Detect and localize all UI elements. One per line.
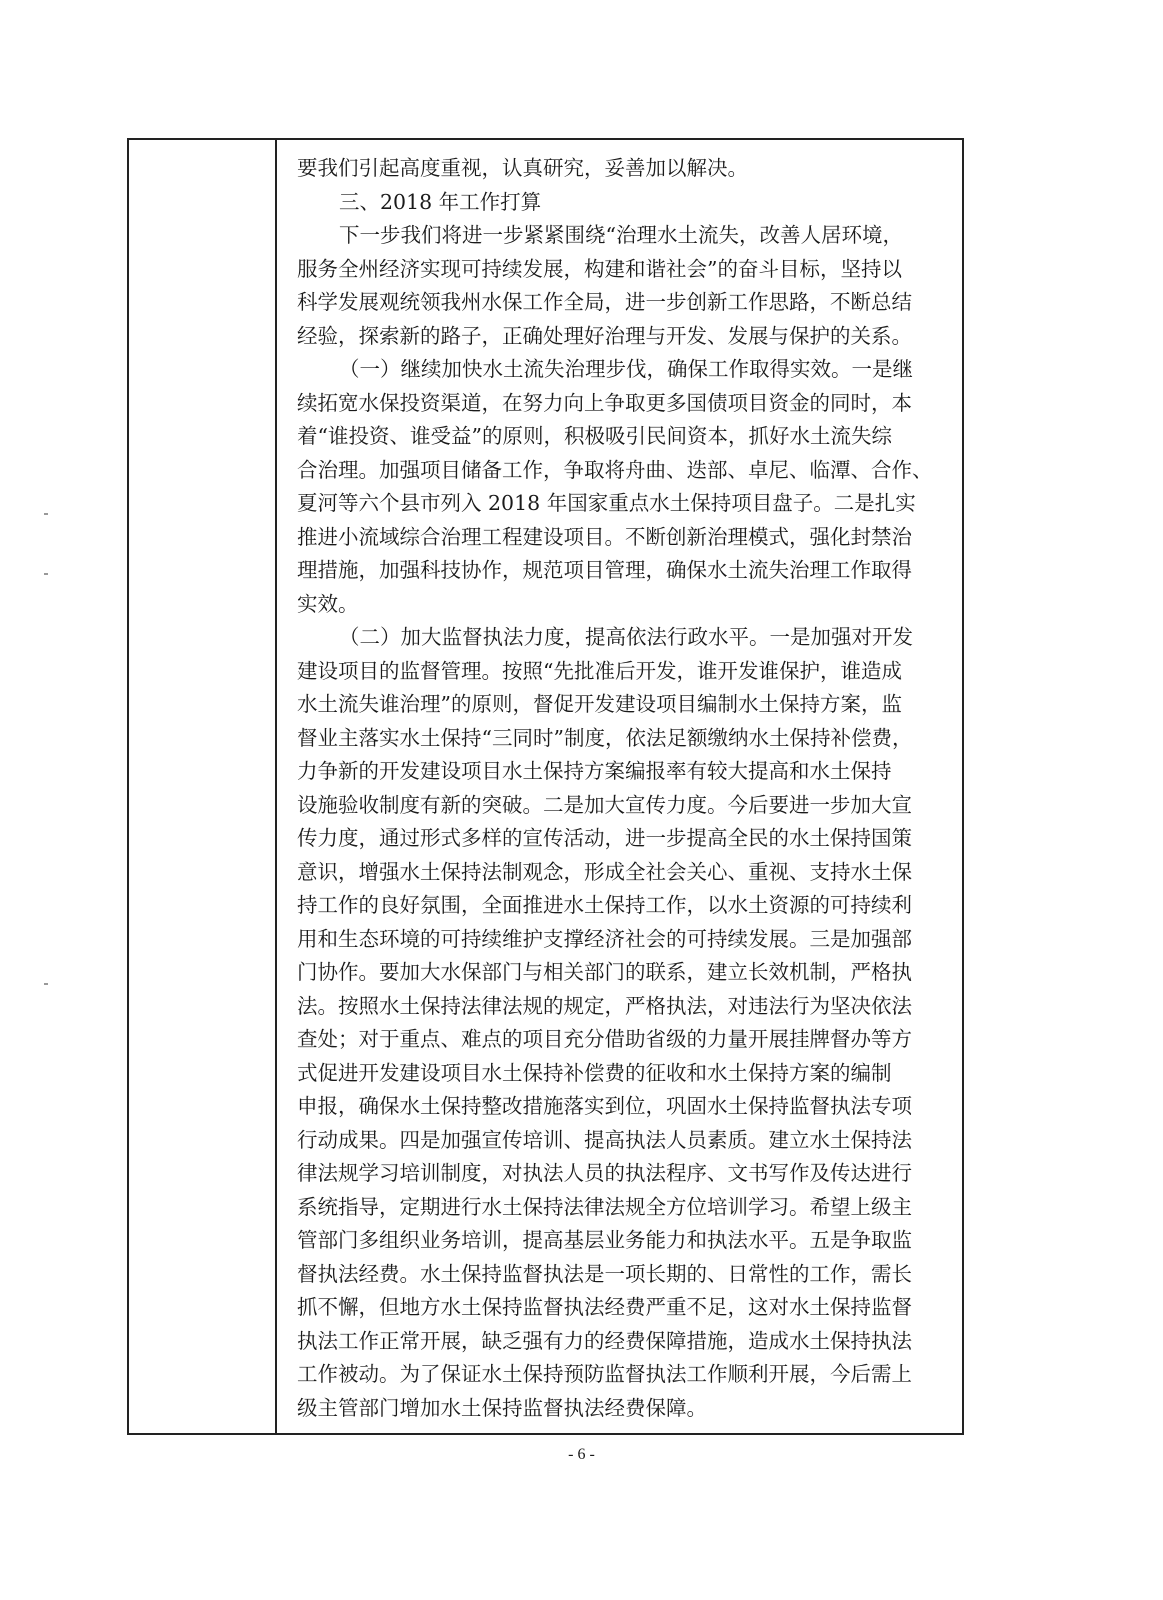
text-line: 着“谁投资、谁受益”的原则，积极吸引民间资本，抓好水土流失综	[297, 424, 892, 448]
body-text	[297, 152, 947, 1425]
text-line: 实效。	[297, 591, 359, 616]
section-heading: 三、2018 年工作打算	[339, 189, 542, 214]
label-column	[129, 140, 277, 1433]
form-table	[127, 138, 964, 1435]
text-line: 行动成果。四是加强宣传培训、提高执法人员素质。建立水土保持法	[297, 1127, 912, 1152]
text-line: 推进小流域综合治理工程建设项目。不断创新治理模式，强化封禁治	[297, 524, 912, 549]
text-line: 式促进开发建设项目水土保持补偿费的征收和水土保持方案的编制	[297, 1060, 892, 1085]
text-line: 门协作。要加大水保部门与相关部门的联系，建立长效机制，严格执	[297, 960, 912, 984]
text-line: 用和生态环境的可持续维护支撑经济社会的可持续发展。三是加强部	[297, 926, 912, 951]
text-line: 水土流失谁治理”的原则，督促开发建设项目编制水土保持方案，监	[297, 692, 902, 716]
scan-mark	[44, 573, 48, 575]
page-number: - 6 -	[568, 1446, 595, 1463]
text-line: 工作被动。为了保证水土保持预防监督执法工作顺利开展，今后需上	[297, 1362, 912, 1386]
text-line: 持工作的良好氛围，全面推进水土保持工作，以水土资源的可持续利	[297, 893, 912, 917]
text-line: 合治理。加强项目储备工作，争取将舟曲、迭部、卓尼、临潭、合作、	[297, 457, 933, 482]
text-line: 级主管部门增加水土保持监督执法经费保障。	[297, 1395, 707, 1420]
subsection-heading: （二）加大监督执法力度，提高依法行政水平。一是加强对开发	[339, 625, 913, 649]
text-line: 申报，确保水土保持整改措施落实到位，巩固水土保持监督执法专项	[297, 1094, 912, 1118]
text-line: 要我们引起高度重视，认真研究，妥善加以解决。	[297, 156, 748, 180]
text-line: 意识，增强水土保持法制观念，形成全社会关心、重视、支持水土保	[297, 859, 912, 884]
text-line: 科学发展观统领我州水保工作全局，进一步创新工作思路，不断总结	[297, 290, 912, 314]
text-line: 督执法经费。水土保持监督执法是一项长期的、日常性的工作，需长	[297, 1261, 912, 1286]
text-line: 督业主落实水土保持“三同时”制度，依法足额缴纳水土保持补偿费，	[297, 725, 913, 750]
text-line: 执法工作正常开展，缺乏强有力的经费保障措施，造成水土保持执法	[297, 1328, 912, 1353]
text-line: 抓不懈，但地方水土保持监督执法经费严重不足，这对水土保持监督	[297, 1295, 912, 1319]
text-line: 服务全州经济实现可持续发展，构建和谐社会”的奋斗目标，坚持以	[297, 256, 902, 281]
text-line: 法。按照水土保持法律法规的规定，严格执法，对违法行为坚决依法	[297, 993, 912, 1018]
text-line: 系统指导，定期进行水土保持法律法规全方位培训学习。希望上级主	[297, 1194, 912, 1219]
text-line: 力争新的开发建设项目水土保持方案编报率有较大提高和水土保持	[297, 759, 892, 783]
scan-mark	[44, 983, 48, 985]
text-line: 续拓宽水保投资渠道，在努力向上争取更多国债项目资金的同时，本	[297, 390, 912, 415]
text-line: 查处；对于重点、难点的项目充分借助省级的力量开展挂牌督办等方	[297, 1027, 912, 1051]
text-line: 建设项目的监督管理。按照“先批准后开发，谁开发谁保护，谁造成	[297, 658, 902, 683]
text-line: 管部门多组织业务培训，提高基层业务能力和执法水平。五是争取监	[297, 1228, 912, 1252]
text-line: 夏河等六个县市列入 2018 年国家重点水土保持项目盘子。二是扎实	[297, 491, 916, 515]
text-line: 理措施，加强科技协作，规范项目管理，确保水土流失治理工作取得	[297, 558, 912, 582]
text-line: 下一步我们将进一步紧紧围绕“治理水土流失，改善人居环境，	[339, 223, 903, 247]
scan-mark	[44, 513, 48, 515]
text-line: 传力度，通过形式多样的宣传活动，进一步提高全民的水土保持国策	[297, 826, 912, 850]
text-line: 经验，探索新的路子，正确处理好治理与开发、发展与保护的关系。	[297, 323, 912, 348]
subsection-heading: （一）继续加快水土流失治理步伐，确保工作取得实效。一是继	[339, 357, 913, 381]
text-line: 律法规学习培训制度，对执法人员的执法程序、文书写作及传达进行	[297, 1161, 912, 1185]
text-line: 设施验收制度有新的突破。二是加大宣传力度。今后要进一步加大宣	[297, 792, 912, 817]
